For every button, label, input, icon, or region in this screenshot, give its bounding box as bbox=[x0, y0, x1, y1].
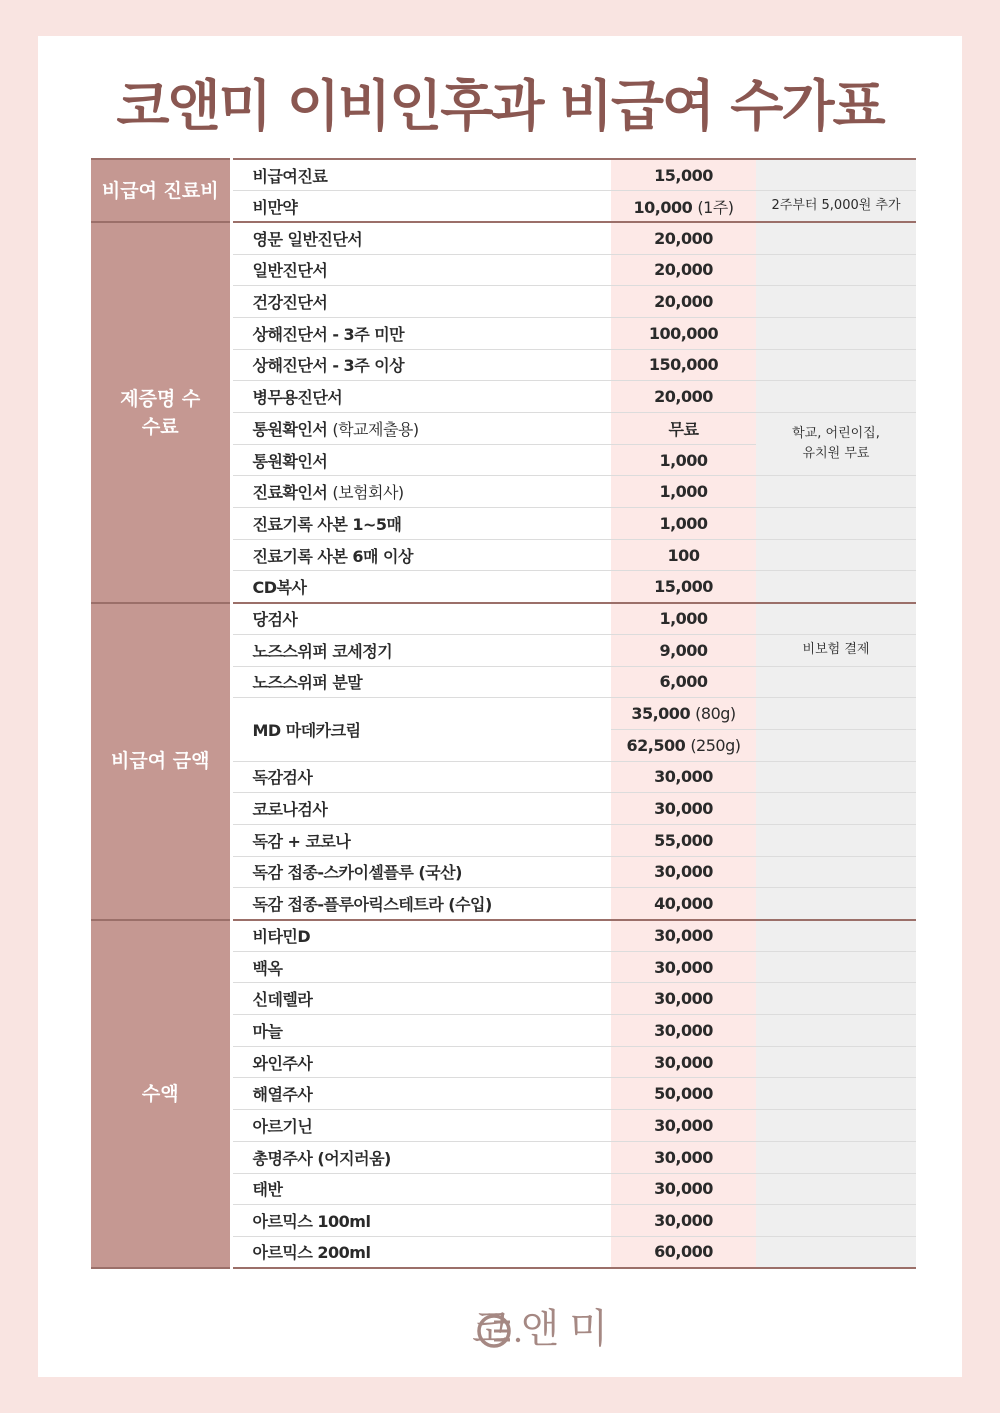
item-qualifier: (학교제출용) bbox=[332, 419, 419, 439]
price-cell bbox=[611, 951, 756, 983]
item-label: 비급여진료 bbox=[252, 166, 328, 186]
item-label: 독감 접종-스카이셀플루 (국산) bbox=[252, 863, 462, 883]
item-cell bbox=[231, 508, 611, 540]
price-cell bbox=[611, 222, 756, 254]
price-cell bbox=[611, 856, 756, 888]
item-cell bbox=[231, 793, 611, 825]
item-cell bbox=[231, 349, 611, 381]
note-cell-empty bbox=[756, 793, 916, 825]
table-row bbox=[91, 222, 916, 254]
note-cell-empty bbox=[756, 888, 916, 920]
note-cell-empty bbox=[756, 761, 916, 793]
item-cell bbox=[231, 698, 611, 761]
item-label: 해열주사 bbox=[252, 1085, 313, 1105]
note-cell-empty bbox=[756, 159, 916, 191]
item-cell bbox=[231, 824, 611, 856]
note-cell-empty bbox=[756, 698, 916, 730]
price-cell bbox=[611, 254, 756, 286]
item-label: 독감검사 bbox=[252, 768, 313, 788]
item-label: 진료확인서 bbox=[252, 483, 328, 503]
note-cell-empty bbox=[756, 476, 916, 508]
price-cell bbox=[611, 191, 756, 223]
price-value: 60,000 bbox=[654, 1242, 713, 1262]
price-cell bbox=[611, 920, 756, 952]
note-cell-empty bbox=[756, 286, 916, 318]
item-label: 총명주사 (어지러움) bbox=[252, 1148, 391, 1168]
price-value: 30,000 bbox=[654, 1179, 713, 1199]
table-row bbox=[91, 159, 916, 191]
item-label: 마늘 bbox=[252, 1021, 283, 1041]
price-cell bbox=[611, 381, 756, 413]
price-value: 30,000 bbox=[654, 1115, 713, 1135]
note-cell-empty bbox=[756, 222, 916, 254]
category-cell: 비급여 금액 bbox=[91, 603, 231, 920]
note-cell-empty bbox=[756, 571, 916, 603]
item-cell bbox=[231, 317, 611, 349]
item-cell bbox=[231, 539, 611, 571]
item-label: 통원확인서 bbox=[252, 419, 328, 439]
note-cell-empty bbox=[756, 603, 916, 635]
price-unit: (1주) bbox=[697, 197, 734, 217]
price-value: 30,000 bbox=[654, 926, 713, 946]
item-label: 코로나검사 bbox=[252, 800, 328, 820]
item-cell bbox=[231, 1015, 611, 1047]
price-value: 20,000 bbox=[654, 292, 713, 312]
brand-name: 코앤미 bbox=[472, 1306, 618, 1352]
price-value: 15,000 bbox=[654, 577, 713, 597]
price-value: 30,000 bbox=[654, 1052, 713, 1072]
price-cell bbox=[611, 508, 756, 540]
table-row bbox=[91, 603, 916, 635]
item-cell bbox=[231, 856, 611, 888]
item-cell bbox=[231, 666, 611, 698]
item-cell bbox=[231, 920, 611, 952]
price-value: 30,000 bbox=[654, 957, 713, 977]
price-cell bbox=[611, 603, 756, 635]
price-value: 30,000 bbox=[654, 1211, 713, 1231]
price-cell bbox=[611, 983, 756, 1015]
price-value: 20,000 bbox=[654, 387, 713, 407]
note-cell-empty bbox=[756, 1046, 916, 1078]
category-cell: 비급여 진료비 bbox=[91, 159, 231, 222]
note-cell-empty bbox=[756, 729, 916, 761]
price-value: 15,000 bbox=[654, 165, 713, 185]
note-cell-empty bbox=[756, 508, 916, 540]
note-cell-empty bbox=[756, 983, 916, 1015]
note-cell-empty bbox=[756, 856, 916, 888]
item-label: 건강진단서 bbox=[252, 293, 328, 313]
price-value: 20,000 bbox=[654, 260, 713, 280]
price-cell bbox=[611, 159, 756, 191]
item-label: 아르기닌 bbox=[252, 1116, 313, 1136]
item-cell bbox=[231, 1236, 611, 1268]
price-value: 1,000 bbox=[659, 609, 708, 629]
item-label: 비만약 bbox=[252, 197, 298, 217]
item-label: 아르믹스 100ml bbox=[252, 1212, 371, 1232]
item-cell bbox=[231, 761, 611, 793]
item-label: 당검사 bbox=[252, 610, 298, 630]
price-value: 1,000 bbox=[659, 482, 708, 502]
item-cell bbox=[231, 1173, 611, 1205]
price-value: 55,000 bbox=[654, 830, 713, 850]
item-label: 진료기록 사본 1~5매 bbox=[252, 514, 402, 534]
price-value: 9,000 bbox=[659, 640, 708, 660]
item-label: MD 마데카크림 bbox=[252, 720, 361, 740]
price-cell bbox=[611, 286, 756, 318]
item-cell bbox=[231, 444, 611, 476]
price-value: 6,000 bbox=[659, 672, 708, 692]
price-value: 100 bbox=[667, 545, 700, 565]
price-value: 30,000 bbox=[654, 862, 713, 882]
item-label: 병무용진단서 bbox=[252, 388, 343, 408]
note-cell-empty bbox=[756, 1205, 916, 1237]
price-value: 30,000 bbox=[654, 799, 713, 819]
item-cell bbox=[231, 1141, 611, 1173]
item-label: 상해진단서 - 3주 미만 bbox=[252, 324, 405, 344]
price-cell bbox=[611, 476, 756, 508]
item-label: 노즈스위퍼 코세정기 bbox=[252, 641, 393, 661]
price-value: 30,000 bbox=[654, 1147, 713, 1167]
price-value: 40,000 bbox=[654, 893, 713, 913]
price-value: 무료 bbox=[668, 419, 699, 439]
item-cell bbox=[231, 634, 611, 666]
item-cell bbox=[231, 983, 611, 1015]
note-cell: 2주부터 5,000원 추가 bbox=[756, 191, 916, 223]
price-value: 1,000 bbox=[659, 513, 708, 533]
item-cell bbox=[231, 1046, 611, 1078]
item-label: 아르믹스 200ml bbox=[252, 1243, 371, 1263]
item-cell bbox=[231, 381, 611, 413]
item-label: 독감 접종-플루아릭스테트라 (수입) bbox=[252, 894, 492, 914]
item-cell bbox=[231, 1078, 611, 1110]
note-cell-empty bbox=[756, 381, 916, 413]
item-cell bbox=[231, 159, 611, 191]
item-label: 상해진단서 - 3주 이상 bbox=[252, 356, 405, 376]
item-label: 독감 + 코로나 bbox=[252, 831, 351, 851]
note-cell-empty bbox=[756, 1141, 916, 1173]
price-cell bbox=[611, 539, 756, 571]
item-label: 진료기록 사본 6매 이상 bbox=[252, 546, 413, 566]
item-label: 와인주사 bbox=[252, 1053, 313, 1073]
price-cell bbox=[611, 1236, 756, 1268]
item-cell bbox=[231, 476, 611, 508]
price-value: 30,000 bbox=[654, 989, 713, 1009]
price-cell bbox=[611, 1173, 756, 1205]
category-cell: 제증명 수수료 bbox=[91, 222, 231, 602]
item-cell bbox=[231, 254, 611, 286]
note-cell-empty bbox=[756, 539, 916, 571]
price-cell bbox=[611, 571, 756, 603]
price-cell bbox=[611, 729, 756, 761]
item-label: 신데렐라 bbox=[252, 990, 313, 1010]
price-cell bbox=[611, 1046, 756, 1078]
price-cell bbox=[611, 349, 756, 381]
item-cell bbox=[231, 571, 611, 603]
note-cell-empty bbox=[756, 1236, 916, 1268]
item-label: 통원확인서 bbox=[252, 451, 328, 471]
price-cell bbox=[611, 1078, 756, 1110]
price-value: 35,000 bbox=[631, 704, 691, 724]
price-cell bbox=[611, 634, 756, 666]
item-label: 태반 bbox=[252, 1180, 283, 1200]
price-cell bbox=[611, 1110, 756, 1142]
note-cell-empty bbox=[756, 1110, 916, 1142]
page-title: 코앤미 이비인후과 비급여 수가표 bbox=[116, 74, 884, 138]
note-cell: 비보험 결제 bbox=[756, 634, 916, 666]
item-cell bbox=[231, 286, 611, 318]
item-cell bbox=[231, 191, 611, 223]
price-value: 30,000 bbox=[654, 767, 713, 787]
note-cell-empty bbox=[756, 824, 916, 856]
price-cell bbox=[611, 666, 756, 698]
item-label: 일반진단서 bbox=[252, 261, 328, 281]
price-cell bbox=[611, 1015, 756, 1047]
price-cell bbox=[611, 1141, 756, 1173]
item-label: 영문 일반진단서 bbox=[252, 229, 363, 249]
price-value: 20,000 bbox=[654, 228, 713, 248]
note-cell-empty bbox=[756, 1015, 916, 1047]
price-cell bbox=[611, 888, 756, 920]
item-label: 노즈스위퍼 분말 bbox=[252, 673, 363, 693]
price-value: 50,000 bbox=[654, 1084, 713, 1104]
price-cell bbox=[611, 824, 756, 856]
item-cell bbox=[231, 951, 611, 983]
item-cell bbox=[231, 1205, 611, 1237]
item-cell bbox=[231, 413, 611, 445]
price-table bbox=[91, 158, 916, 1269]
price-value: 100,000 bbox=[648, 323, 719, 343]
price-cell bbox=[611, 698, 756, 730]
item-cell bbox=[231, 1110, 611, 1142]
price-cell bbox=[611, 413, 756, 445]
note-cell-empty bbox=[756, 951, 916, 983]
price-cell bbox=[611, 793, 756, 825]
item-label: CD복사 bbox=[252, 578, 307, 598]
item-label: 백옥 bbox=[252, 958, 283, 978]
item-cell bbox=[231, 888, 611, 920]
price-value: 150,000 bbox=[648, 355, 719, 375]
price-unit: (80g) bbox=[695, 704, 736, 724]
note-cell-empty bbox=[756, 349, 916, 381]
note-cell-empty bbox=[756, 254, 916, 286]
item-label: 비타민D bbox=[252, 927, 311, 947]
price-value: 10,000 bbox=[633, 197, 693, 217]
item-cell bbox=[231, 603, 611, 635]
price-value: 30,000 bbox=[654, 1020, 713, 1040]
price-unit: (250g) bbox=[690, 735, 741, 755]
item-qualifier: (보험회사) bbox=[332, 483, 404, 503]
price-cell bbox=[611, 761, 756, 793]
price-cell bbox=[611, 1205, 756, 1237]
note-cell-empty bbox=[756, 1173, 916, 1205]
note-cell: 학교, 어린이집, 유치원 무료 bbox=[756, 413, 916, 476]
note-cell-empty bbox=[756, 1078, 916, 1110]
table-row bbox=[91, 920, 916, 952]
price-value: 1,000 bbox=[659, 450, 708, 470]
price-value: 62,500 bbox=[626, 735, 686, 755]
item-cell bbox=[231, 222, 611, 254]
note-cell-empty bbox=[756, 920, 916, 952]
note-cell-empty bbox=[756, 317, 916, 349]
price-cell bbox=[611, 444, 756, 476]
category-cell: 수액 bbox=[91, 920, 231, 1269]
price-cell bbox=[611, 317, 756, 349]
note-cell-empty bbox=[756, 666, 916, 698]
